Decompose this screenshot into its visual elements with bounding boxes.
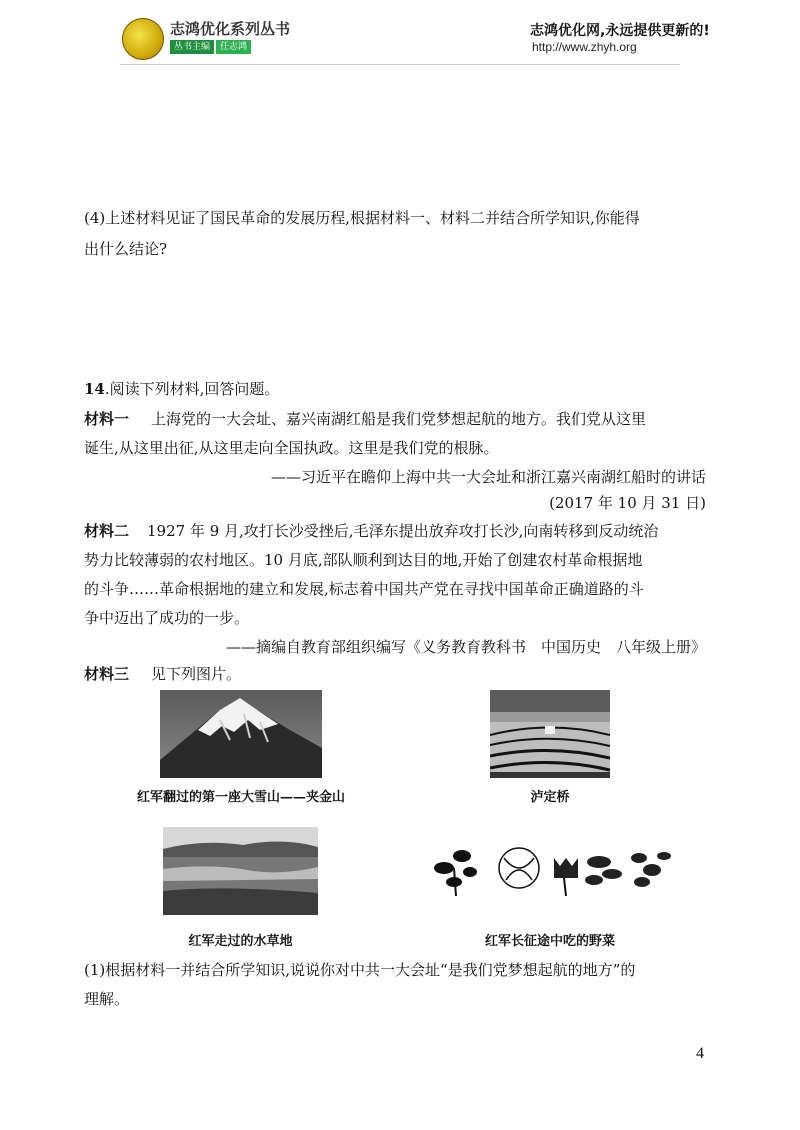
sub1-line1: (1)根据材料一并结合所学知识,说说你对中共一大会址“是我们党梦想起航的地方”的 (84, 961, 636, 979)
site-url: http://www.zhyh.org (532, 40, 637, 54)
question-prompt: .阅读下列材料,回答问题。 (104, 380, 280, 398)
wild-herbs-illustration (424, 838, 676, 900)
material2-line2: 势力比较薄弱的农村地区。10 月底,部队顺利到达目的地,开始了创建农村革命根据地 (84, 551, 643, 569)
publisher-logo (122, 18, 164, 60)
question4-line2: 出什么结论? (84, 240, 168, 258)
material3-label: 材料三 (84, 665, 130, 683)
herbs-caption: 红军长征途中吃的野菜 (484, 934, 615, 949)
site-slogan: 志鸿优化网,永远提供更新的! (530, 23, 710, 39)
mountain-caption: 红军翻过的第一座大雪山——夹金山 (136, 790, 345, 805)
luding-bridge-photo (490, 690, 610, 778)
material2-text: 1927 年 9 月,攻打长沙受挫后,毛泽东提出放弃攻打长沙,向南转移到反动统治 (147, 522, 659, 540)
page-number: 4 (696, 1045, 704, 1062)
sub1-line2: 理解。 (84, 990, 130, 1008)
bridge-caption: 泸定桥 (530, 790, 570, 805)
material1-source: ——习近平在瞻仰上海中共一大会址和浙江嘉兴南湖红船时的讲话 (270, 468, 706, 486)
question4-line1: (4)上述材料见证了国民革命的发展历程,根据材料一、材料二并结合所学知识,你能得 (84, 209, 640, 227)
material1-line1 (84, 406, 646, 432)
material3-text: 见下列图片。 (151, 665, 242, 683)
question14-heading (84, 376, 279, 402)
editor-badge (170, 40, 251, 54)
editor-name: 任志鸿 (216, 40, 251, 54)
material2-label: 材料二 (84, 522, 130, 540)
material2-source: ——摘编自教育部组织编写《义务教育教科书 中国历史 八年级上册》 (225, 638, 706, 656)
grassland-photo (163, 827, 318, 915)
snow-mountain-photo (160, 690, 322, 778)
material1-date: (2017 年 10 月 31 日) (549, 494, 706, 512)
editor-label: 丛书主编 (170, 40, 214, 54)
series-title: 志鸿优化系列丛书 (170, 20, 291, 38)
header-divider (120, 64, 680, 65)
material2-line4: 争中迈出了成功的一步。 (84, 609, 250, 627)
material2-line3: 的斗争……革命根据地的建立和发展,标志着中国共产党在寻找中国革命正确道路的斗 (84, 580, 644, 598)
material2-line1 (84, 518, 658, 544)
material1-line2: 诞生,从这里出征,从这里走向全国执政。这里是我们党的根脉。 (84, 439, 499, 457)
question-number: 14 (84, 380, 105, 398)
grassland-caption: 红军走过的水草地 (188, 934, 293, 949)
material1-label: 材料一 (84, 410, 130, 428)
material1-text: 上海党的一大会址、嘉兴南湖红船是我们党梦想起航的地方。我们党从这里 (151, 410, 647, 428)
material3-line (84, 661, 241, 687)
